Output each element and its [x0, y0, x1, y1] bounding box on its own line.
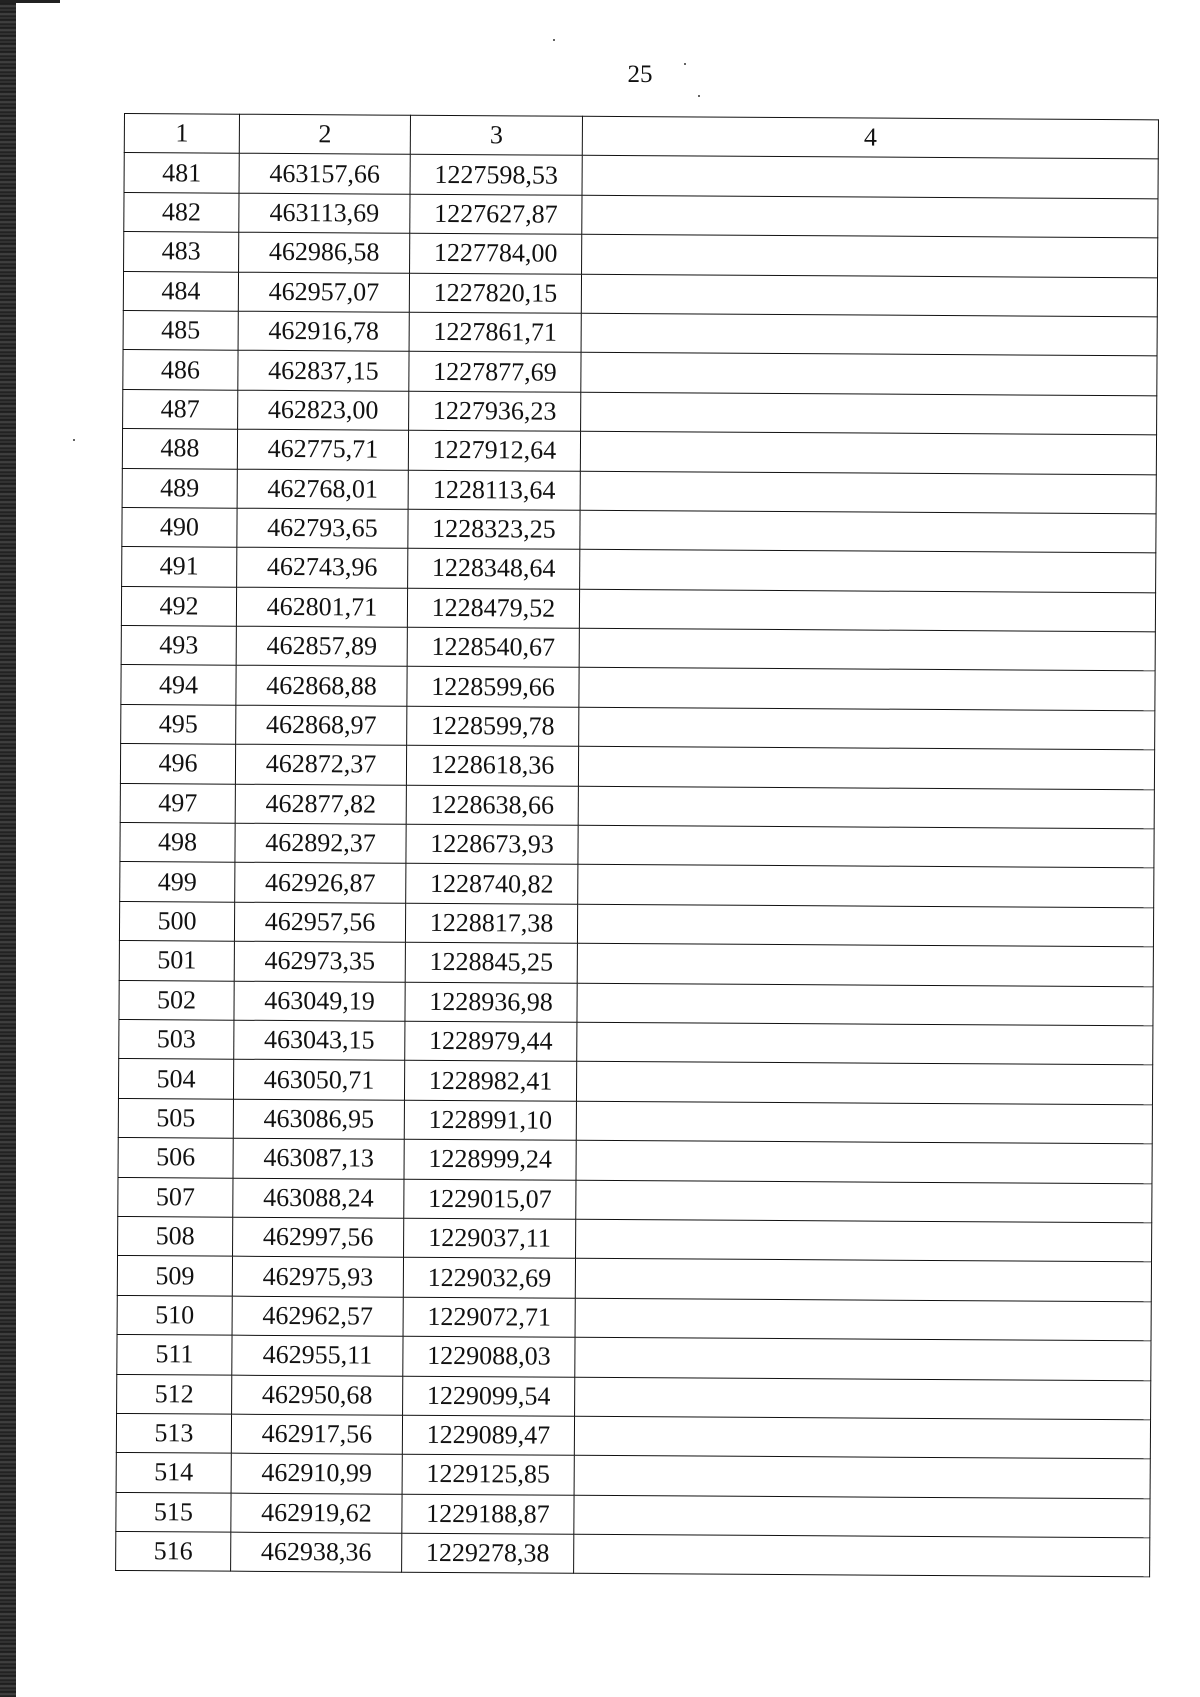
y-coordinate-cell: 1229088,03: [403, 1336, 575, 1376]
point-number-cell: 481: [124, 153, 239, 193]
point-number-cell: 483: [124, 232, 239, 272]
column-header: 3: [410, 115, 582, 155]
note-cell: [579, 628, 1155, 671]
scan-border: [0, 0, 16, 1697]
y-coordinate-cell: 1228638,66: [406, 785, 578, 825]
table-row: [116, 1492, 1150, 1538]
note-cell: [580, 471, 1156, 514]
point-number-cell: 509: [117, 1256, 232, 1296]
note-cell: [577, 904, 1153, 947]
x-coordinate-cell: 462919,62: [231, 1493, 402, 1533]
note-cell: [576, 1180, 1152, 1223]
note-cell: [575, 1259, 1151, 1302]
y-coordinate-cell: 1229089,47: [402, 1415, 574, 1455]
point-number-cell: 507: [118, 1177, 233, 1217]
table-row: [118, 1216, 1152, 1262]
table-row: [119, 901, 1153, 947]
table-row: [117, 1295, 1151, 1341]
y-coordinate-cell: 1228845,25: [405, 942, 577, 982]
y-coordinate-cell: 1228113,64: [408, 470, 580, 510]
x-coordinate-cell: 462775,71: [237, 429, 408, 469]
y-coordinate-cell: 1228348,64: [408, 549, 580, 589]
table-row: [119, 941, 1153, 987]
y-coordinate-cell: 1228999,24: [404, 1139, 576, 1179]
y-coordinate-cell: 1228540,67: [407, 627, 579, 667]
scan-border-top: [0, 0, 60, 3]
note-cell: [578, 786, 1154, 829]
x-coordinate-cell: 462916,78: [238, 311, 409, 351]
y-coordinate-cell: 1227877,69: [409, 352, 581, 392]
note-cell: [578, 865, 1154, 908]
table-row: [123, 310, 1157, 356]
point-number-cell: 482: [124, 192, 239, 232]
x-coordinate-cell: 463157,66: [239, 154, 410, 194]
table-row: [124, 232, 1158, 278]
x-coordinate-cell: 462892,37: [235, 823, 406, 863]
note-cell: [575, 1377, 1151, 1420]
point-number-cell: 489: [122, 468, 237, 508]
table-row: [118, 1098, 1152, 1144]
point-number-cell: 508: [118, 1216, 233, 1256]
y-coordinate-cell: 1228673,93: [406, 824, 578, 864]
table-row: [121, 704, 1155, 750]
y-coordinate-cell: 1228618,36: [406, 745, 578, 785]
table-row: [120, 823, 1154, 869]
note-cell: [582, 156, 1158, 199]
note-cell: [581, 274, 1157, 317]
note-cell: [581, 392, 1157, 435]
table-row: [123, 271, 1157, 317]
table-row: [118, 1059, 1152, 1105]
point-number-cell: 490: [122, 507, 237, 547]
table-header-row: [124, 114, 1158, 160]
table-row: [117, 1335, 1151, 1381]
y-coordinate-cell: 1228599,66: [407, 667, 579, 707]
y-coordinate-cell: 1227784,00: [410, 233, 582, 273]
y-coordinate-cell: 1229037,11: [404, 1218, 576, 1258]
y-coordinate-cell: 1228599,78: [407, 706, 579, 746]
note-cell: [580, 510, 1156, 553]
x-coordinate-cell: 463087,13: [233, 1138, 404, 1178]
table-row: [116, 1532, 1150, 1578]
table-row: [121, 586, 1155, 632]
x-coordinate-cell: 463113,69: [239, 193, 410, 233]
point-number-cell: 512: [117, 1374, 232, 1414]
point-number-cell: 499: [120, 862, 235, 902]
table-row: [122, 468, 1156, 514]
note-cell: [578, 747, 1154, 790]
point-number-cell: 515: [116, 1492, 231, 1532]
point-number-cell: 511: [117, 1335, 232, 1375]
x-coordinate-cell: 462743,96: [237, 547, 408, 587]
x-coordinate-cell: 462868,88: [236, 666, 407, 706]
point-number-cell: 494: [121, 665, 236, 705]
table-row: [123, 350, 1157, 396]
point-number-cell: 496: [120, 744, 235, 784]
y-coordinate-cell: 1229125,85: [402, 1455, 574, 1495]
x-coordinate-cell: 463050,71: [233, 1060, 404, 1100]
y-coordinate-cell: 1229072,71: [403, 1297, 575, 1337]
scan-speck: [698, 95, 700, 97]
y-coordinate-cell: 1227598,53: [410, 155, 582, 195]
x-coordinate-cell: 462823,00: [238, 390, 409, 430]
point-number-cell: 492: [121, 586, 236, 626]
x-coordinate-cell: 462837,15: [238, 351, 409, 391]
note-cell: [579, 707, 1155, 750]
note-cell: [579, 589, 1155, 632]
y-coordinate-cell: 1229015,07: [404, 1179, 576, 1219]
point-number-cell: 484: [123, 271, 238, 311]
x-coordinate-cell: 463043,15: [234, 1020, 405, 1060]
point-number-cell: 493: [121, 626, 236, 666]
column-header: 4: [582, 116, 1158, 159]
y-coordinate-cell: 1228979,44: [405, 1021, 577, 1061]
note-cell: [580, 550, 1156, 593]
note-cell: [579, 668, 1155, 711]
x-coordinate-cell: 463049,19: [234, 981, 405, 1021]
note-cell: [575, 1298, 1151, 1341]
table-row: [118, 1177, 1152, 1223]
scan-speck: [553, 39, 555, 41]
y-coordinate-cell: 1228982,41: [404, 1061, 576, 1101]
note-cell: [578, 825, 1154, 868]
point-number-cell: 505: [118, 1098, 233, 1138]
x-coordinate-cell: 463086,95: [233, 1099, 404, 1139]
table-row: [116, 1413, 1150, 1459]
y-coordinate-cell: 1229099,54: [403, 1376, 575, 1416]
x-coordinate-cell: 462962,57: [232, 1296, 403, 1336]
x-coordinate-cell: 463088,24: [233, 1178, 404, 1218]
point-number-cell: 500: [119, 901, 234, 941]
x-coordinate-cell: 462910,99: [231, 1453, 402, 1493]
point-number-cell: 486: [123, 350, 238, 390]
table-row: [121, 626, 1155, 672]
y-coordinate-cell: 1229278,38: [402, 1533, 574, 1573]
x-coordinate-cell: 462975,93: [232, 1257, 403, 1297]
point-number-cell: 495: [121, 704, 236, 744]
y-coordinate-cell: 1227912,64: [408, 430, 580, 470]
note-cell: [582, 234, 1158, 277]
table-row: [121, 665, 1155, 711]
note-cell: [580, 431, 1156, 474]
point-number-cell: 514: [116, 1453, 231, 1493]
table-row: [120, 783, 1154, 829]
x-coordinate-cell: 462957,56: [234, 902, 405, 942]
table-row: [124, 192, 1158, 238]
table-row: [120, 862, 1154, 908]
note-cell: [577, 1022, 1153, 1065]
note-cell: [581, 353, 1157, 396]
note-cell: [575, 1337, 1151, 1380]
point-number-cell: 516: [116, 1532, 231, 1572]
note-cell: [574, 1534, 1150, 1577]
y-coordinate-cell: 1228991,10: [404, 1100, 576, 1140]
scan-speck: [684, 63, 686, 65]
point-number-cell: 487: [123, 389, 238, 429]
page-number: 25: [627, 61, 653, 88]
x-coordinate-cell: 462857,89: [236, 626, 407, 666]
table-row: [122, 429, 1156, 475]
y-coordinate-cell: 1228936,98: [405, 982, 577, 1022]
note-cell: [576, 1219, 1152, 1262]
table-row: [117, 1374, 1151, 1420]
note-cell: [581, 313, 1157, 356]
note-cell: [576, 1140, 1152, 1183]
table-row: [124, 153, 1158, 199]
y-coordinate-cell: 1228479,52: [407, 588, 579, 628]
point-number-cell: 498: [120, 823, 235, 863]
x-coordinate-cell: 462950,68: [232, 1375, 403, 1415]
x-coordinate-cell: 462986,58: [239, 232, 410, 272]
note-cell: [574, 1456, 1150, 1499]
column-header: 2: [239, 114, 410, 154]
table-row: [119, 1019, 1153, 1065]
point-number-cell: 513: [116, 1413, 231, 1453]
table-row: [116, 1453, 1150, 1499]
point-number-cell: 501: [119, 941, 234, 981]
x-coordinate-cell: 462973,35: [234, 941, 405, 981]
table-row: [118, 1138, 1152, 1184]
x-coordinate-cell: 462793,65: [237, 508, 408, 548]
note-cell: [577, 943, 1153, 986]
coordinates-table: [115, 113, 1159, 1578]
x-coordinate-cell: 462957,07: [238, 272, 409, 312]
x-coordinate-cell: 462917,56: [231, 1414, 402, 1454]
table-row: [122, 547, 1156, 593]
x-coordinate-cell: 462768,01: [237, 469, 408, 509]
note-cell: [574, 1495, 1150, 1538]
point-number-cell: 503: [119, 1019, 234, 1059]
table-row: [119, 980, 1153, 1026]
y-coordinate-cell: 1227861,71: [409, 312, 581, 352]
x-coordinate-cell: 462955,11: [232, 1335, 403, 1375]
point-number-cell: 506: [118, 1138, 233, 1178]
x-coordinate-cell: 462877,82: [235, 784, 406, 824]
point-number-cell: 510: [117, 1295, 232, 1335]
note-cell: [577, 983, 1153, 1026]
note-cell: [574, 1416, 1150, 1459]
y-coordinate-cell: 1228817,38: [405, 903, 577, 943]
table-row: [120, 744, 1154, 790]
table-row: [117, 1256, 1151, 1302]
y-coordinate-cell: 1228740,82: [406, 864, 578, 904]
y-coordinate-cell: 1229032,69: [403, 1258, 575, 1298]
x-coordinate-cell: 462938,36: [231, 1532, 402, 1572]
point-number-cell: 504: [118, 1059, 233, 1099]
x-coordinate-cell: 462926,87: [235, 863, 406, 903]
scan-speck: [73, 439, 75, 441]
point-number-cell: 502: [119, 980, 234, 1020]
note-cell: [576, 1062, 1152, 1105]
x-coordinate-cell: 462868,97: [236, 705, 407, 745]
x-coordinate-cell: 462997,56: [233, 1217, 404, 1257]
y-coordinate-cell: 1227820,15: [409, 273, 581, 313]
y-coordinate-cell: 1227936,23: [409, 391, 581, 431]
note-cell: [576, 1101, 1152, 1144]
point-number-cell: 488: [122, 429, 237, 469]
point-number-cell: 497: [120, 783, 235, 823]
y-coordinate-cell: 1228323,25: [408, 509, 580, 549]
point-number-cell: 485: [123, 310, 238, 350]
table-row: [122, 507, 1156, 553]
x-coordinate-cell: 462801,71: [236, 587, 407, 627]
column-header: 1: [124, 114, 239, 154]
y-coordinate-cell: 1229188,87: [402, 1494, 574, 1534]
note-cell: [582, 195, 1158, 238]
point-number-cell: 491: [122, 547, 237, 587]
table-row: [123, 389, 1157, 435]
x-coordinate-cell: 462872,37: [235, 744, 406, 784]
y-coordinate-cell: 1227627,87: [410, 194, 582, 234]
